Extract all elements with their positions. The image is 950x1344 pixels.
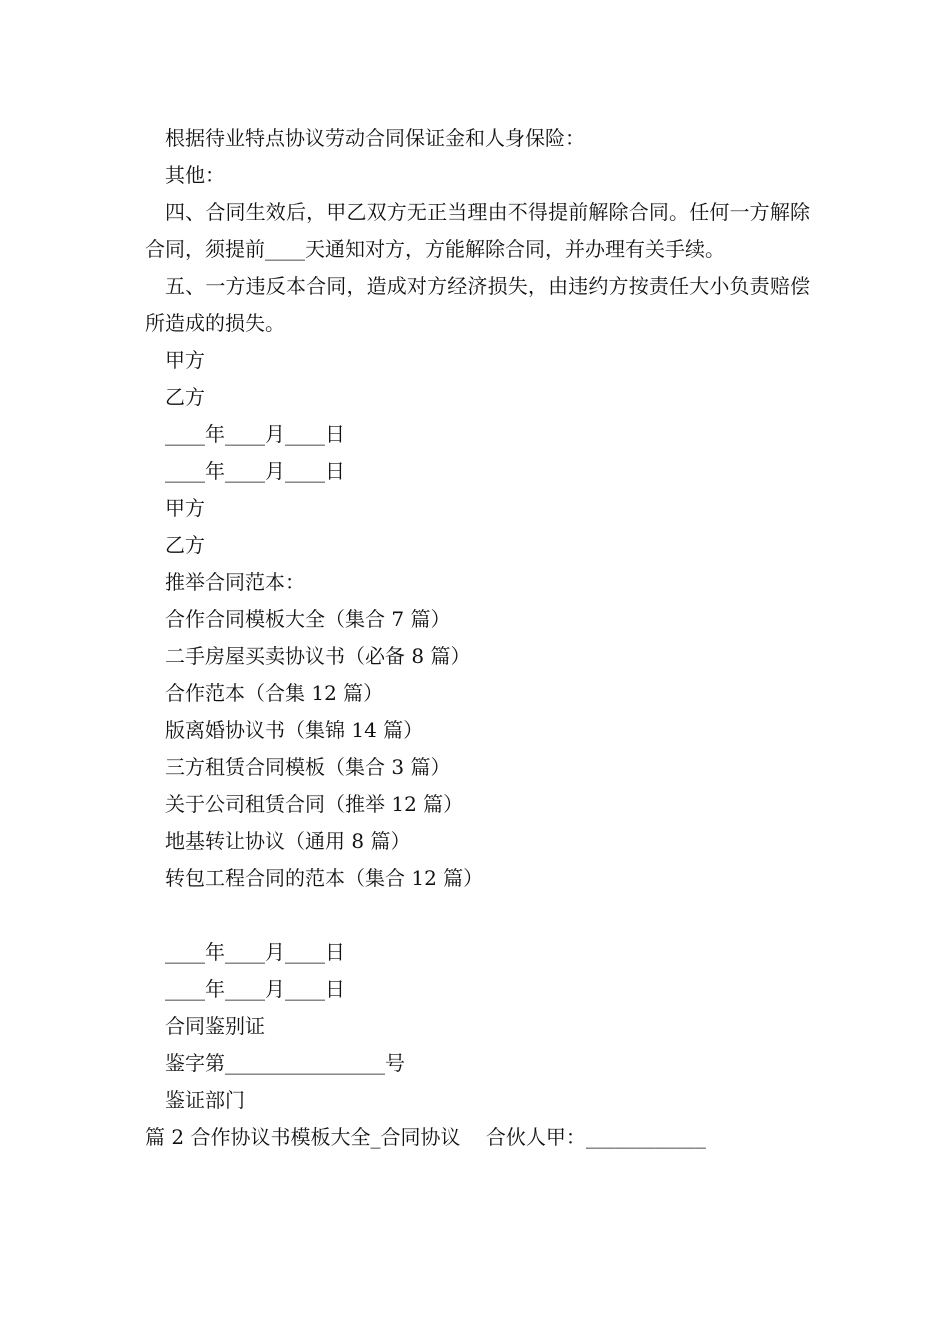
verification-department: 鉴证部门 <box>165 1088 245 1112</box>
verification-title: 合同鉴别证 <box>165 1014 265 1038</box>
recommend-heading: 推举合同范本： <box>165 570 305 594</box>
date-line: ____年____月____日 <box>165 977 345 1001</box>
party-a-label: 甲方 <box>165 348 205 372</box>
recommend-item[interactable]: 三方租赁合同模板（集合 3 篇） <box>165 755 451 779</box>
recommend-item[interactable]: 转包工程合同的范本（集合 12 篇） <box>165 866 484 890</box>
recommend-item[interactable]: 合作合同模板大全（集合 7 篇） <box>165 607 451 631</box>
recommend-item[interactable]: 二手房屋买卖协议书（必备 8 篇） <box>165 644 471 668</box>
party-a-label: 甲方 <box>165 496 205 520</box>
party-b-label: 乙方 <box>165 385 205 409</box>
next-section-heading: 篇 2 合作协议书模板大全_合同协议 合伙人甲：____________ <box>145 1125 706 1149</box>
date-line: ____年____月____日 <box>165 422 345 446</box>
recommend-item[interactable]: 合作范本（合集 12 篇） <box>165 681 384 705</box>
recommend-item[interactable]: 关于公司租赁合同（推举 12 篇） <box>165 792 464 816</box>
spacer <box>145 897 810 934</box>
insurance-clause: 根据待业特点协议劳动合同保证金和人身保险： <box>165 126 585 150</box>
clause-five: 五、一方违反本合同，造成对方经济损失，由违约方按责任大小负责赔偿所造成的损失。 <box>145 274 810 335</box>
date-line: ____年____月____日 <box>165 459 345 483</box>
recommend-item[interactable]: 地基转让协议（通用 8 篇） <box>165 829 411 853</box>
party-b-label: 乙方 <box>165 533 205 557</box>
date-line: ____年____月____日 <box>165 940 345 964</box>
recommend-item[interactable]: 版离婚协议书（集锦 14 篇） <box>165 718 424 742</box>
clause-four: 四、合同生效后，甲乙双方无正当理由不得提前解除合同。任何一方解除合同，须提前____天通知对方，方能解除合同，并办理有关手续。 <box>145 200 810 261</box>
document-body <box>145 120 810 1156</box>
other-clause: 其他： <box>165 163 225 187</box>
verification-number: 鉴字第________________号 <box>165 1051 405 1075</box>
